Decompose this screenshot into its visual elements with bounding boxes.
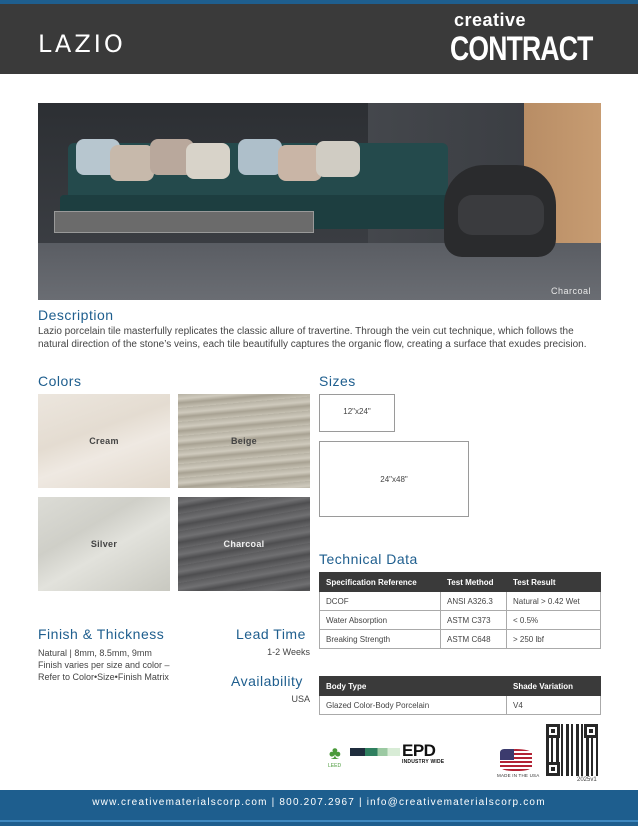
finish-line: Natural | 8mm, 8.5mm, 9mm	[38, 648, 152, 658]
cell: > 250 lbf	[507, 630, 601, 649]
epd-bar	[350, 748, 400, 756]
product-name: LAZIO	[38, 30, 126, 58]
body-type-table	[319, 676, 601, 715]
availability-value: USA	[291, 694, 310, 704]
finish-heading: Finish & Thickness	[38, 626, 165, 642]
leed-label: LEED	[328, 763, 342, 769]
logo-line2: CONTRACT	[450, 30, 593, 68]
swatch-beige	[178, 394, 310, 488]
cell: Glazed Color-Body Porcelain	[320, 696, 507, 715]
version-label: 2025v1	[577, 777, 597, 783]
table-header-row	[320, 573, 601, 592]
lead-time-heading: Lead Time	[236, 626, 306, 642]
swatch-label: Cream	[89, 436, 119, 446]
us-flag-icon	[500, 749, 532, 771]
cell: ASTM C373	[441, 611, 507, 630]
clover-icon: ♣	[329, 743, 341, 763]
technical-heading: Technical Data	[319, 551, 418, 567]
size-12x24: 12"x24"	[319, 394, 395, 432]
table-row	[320, 611, 601, 630]
col-header: Specification Reference	[320, 573, 441, 592]
coffee-table	[54, 211, 314, 233]
hero-caption: Charcoal	[550, 286, 591, 296]
availability-heading: Availability	[231, 673, 303, 689]
col-header: Test Result	[507, 573, 601, 592]
qr-code-icon	[546, 724, 598, 776]
table-row	[320, 630, 601, 649]
leed-badge	[328, 744, 348, 774]
finish-line: Refer to Color•Size•Finish Matrix	[38, 672, 169, 682]
cell: ANSI A326.3	[441, 592, 507, 611]
pillow	[238, 139, 282, 175]
pillow	[316, 141, 360, 177]
table-row	[320, 696, 601, 715]
header-bar	[0, 4, 638, 74]
col-header: Test Method	[441, 573, 507, 592]
swatch-label: Charcoal	[223, 539, 265, 549]
col-header: Shade Variation	[507, 677, 601, 696]
cell: Natural > 0.42 Wet	[507, 592, 601, 611]
sizes-heading: Sizes	[319, 373, 356, 389]
hero-image	[38, 103, 601, 300]
cell: V4	[507, 696, 601, 715]
footer-bar	[0, 790, 638, 826]
table-row	[320, 592, 601, 611]
cell: Water Absorption	[320, 611, 441, 630]
pillow	[186, 143, 230, 179]
logo-line1: creative	[454, 10, 527, 30]
lead-time-value: 1-2 Weeks	[267, 647, 310, 657]
description-heading: Description	[38, 307, 114, 323]
pillow	[110, 145, 154, 181]
finish-line: Finish varies per size and color –	[38, 660, 170, 670]
epd-label: EPD	[402, 741, 436, 760]
table-header-row	[320, 677, 601, 696]
swatch-charcoal	[178, 497, 310, 591]
epd-logo	[402, 742, 444, 765]
swatch-cream	[38, 394, 170, 488]
cell: DCOF	[320, 592, 441, 611]
cell: ASTM C648	[441, 630, 507, 649]
brand-logo	[450, 10, 593, 70]
col-header: Body Type	[320, 677, 507, 696]
cell: < 0.5%	[507, 611, 601, 630]
made-in-usa-label: MADE IN THE USA	[497, 773, 540, 778]
swatch-silver	[38, 497, 170, 591]
colors-heading: Colors	[38, 373, 82, 389]
technical-table	[319, 572, 601, 649]
epd-sub-label: INDUSTRY WIDE	[402, 759, 445, 765]
size-24x48: 24"x48"	[319, 441, 469, 517]
description-text: Lazio porcelain tile masterfully replicates the classic allure of travertine. Through the vein cut technique, which follows the natural direction of the stone’s veins, each tile beautifully captures the organic flow, creating a surface that exudes precision.	[38, 326, 587, 350]
cell: Breaking Strength	[320, 630, 441, 649]
finish-text	[38, 647, 228, 683]
footer-contact: www.creativematerialscorp.com | 800.207.2967 | info@creativematerialscorp.com	[92, 797, 546, 808]
swatch-label: Beige	[230, 436, 257, 446]
swatch-label: Silver	[90, 539, 118, 549]
